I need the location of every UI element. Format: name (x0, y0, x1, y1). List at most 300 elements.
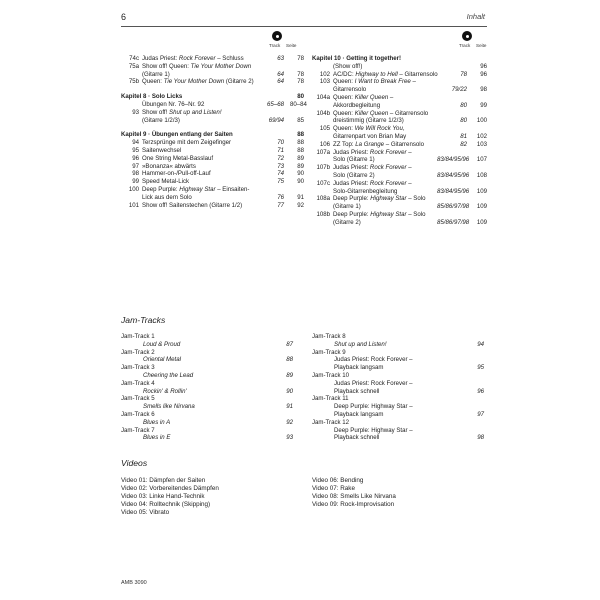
title-part: Gitarrensolo (333, 86, 367, 94)
song-title: Highway to Hell (355, 70, 398, 78)
toc-entry (121, 147, 304, 155)
title-part: Judas Priest: (333, 148, 370, 156)
page-ref: 94 (477, 340, 484, 348)
page-number: 6 (121, 12, 127, 22)
track-number: 64 (277, 70, 284, 78)
entry-title (333, 63, 362, 71)
entry-title (333, 156, 375, 164)
spacer (121, 86, 304, 93)
toc-entry (312, 125, 487, 133)
entry-number: 106 (319, 140, 330, 148)
jam-track-entry (312, 372, 488, 380)
entry-number: 107a (316, 148, 330, 156)
title-part: – Solo (406, 195, 426, 203)
entry-title (333, 110, 428, 118)
toc-entry (121, 109, 304, 117)
title-part: (Gitarre 1/2/3) (142, 116, 180, 124)
header-rule (121, 26, 487, 27)
toc-page (111, 0, 493, 600)
entry-title (333, 125, 405, 133)
page-ref: 78 (297, 55, 304, 62)
jam-track-entry (312, 333, 488, 341)
entry-number: 93 (132, 108, 139, 116)
jam-track-entry (121, 434, 297, 442)
title-part: Queen: (142, 78, 164, 86)
entry-title (142, 186, 249, 194)
page-ref: 89 (286, 371, 293, 379)
track-number: 85/86/97/98 (437, 203, 470, 211)
toc-right-column (312, 55, 487, 227)
jam-track-entry (312, 388, 488, 396)
toc-entry (121, 131, 304, 139)
toc-entry (121, 55, 304, 63)
entry-title (142, 139, 231, 147)
entry-number: 75b (128, 78, 139, 86)
jam-track-name: Jam-Track 4 (121, 379, 155, 387)
song-title: We Will Rock You (354, 125, 403, 133)
toc-entry (312, 180, 487, 188)
page-ref: 103 (476, 140, 487, 148)
title-part: – (406, 164, 412, 172)
entry-title (142, 163, 196, 171)
jam-track-title: Blues in A (143, 418, 171, 426)
track-number: 80 (460, 117, 467, 125)
jam-track-name: Jam-Track 11 (312, 395, 349, 403)
jam-track-title: Smells like Nirvana (143, 403, 195, 411)
entry-title (333, 86, 366, 94)
track-number: 78 (460, 70, 467, 78)
entry-title (142, 63, 251, 71)
toc-entry (312, 55, 487, 63)
track-number: 64 (277, 78, 284, 86)
song-title: I Want to Break Free (354, 78, 411, 86)
title-part: Queen: (333, 78, 355, 86)
page-ref: 99 (480, 101, 487, 109)
track-number: 69/94 (268, 116, 284, 124)
entry-number: 100 (128, 185, 139, 193)
track-col-header: Track (459, 43, 471, 48)
jam-track-entry (312, 380, 488, 388)
song-title: Killer Queen (354, 93, 389, 101)
page-ref: 85 (297, 116, 304, 124)
jam-track-entry (312, 341, 488, 349)
jam-track-entry (121, 372, 297, 380)
toc-entry (312, 133, 487, 141)
jam-track-entry (121, 349, 297, 357)
entry-number: 96 (132, 154, 139, 162)
jam-track-entry (312, 434, 488, 442)
entry-title (333, 195, 426, 203)
title-part: dreistimmig (Gitarre 1/2/3) (333, 117, 404, 125)
jam-track-name: Jam-Track 12 (312, 418, 350, 426)
seite-col-header: Seite (286, 43, 297, 48)
jam-track-name: Jam-Track 2 (121, 348, 155, 356)
song-title: Highway Star (179, 185, 216, 193)
jam-track-entry (312, 395, 488, 403)
jam-track-name: Jam-Track 9 (312, 348, 346, 356)
jam-tracks-title: Jam-Tracks (121, 315, 166, 325)
entry-number: 74c (129, 55, 139, 62)
seite-col-header: Seite (476, 43, 487, 48)
entry-title (333, 172, 375, 180)
title-part: Hammer-on-/Pull-off-Lauf (142, 170, 211, 178)
jam-track-entry (121, 356, 297, 364)
track-number: 71 (277, 146, 284, 154)
page-ref: 108 (476, 171, 487, 179)
toc-entry (312, 117, 487, 125)
title-part: Solo (Gitarre 2) (333, 171, 375, 179)
page-ref: 88 (297, 131, 304, 139)
track-number: 74 (277, 170, 284, 178)
jam-track-title: Rockin' & Rollin' (143, 387, 187, 395)
title-part: Queen: (333, 93, 355, 101)
track-number: 73 (277, 162, 284, 170)
jam-track-title: Blues in E (143, 434, 171, 442)
video-entry: Video 08: Smells Like Nirvana (312, 493, 396, 500)
toc-entry (121, 100, 307, 109)
track-number: 85/86/97/98 (437, 218, 470, 226)
track-number: 83/84/95/96 (437, 171, 470, 179)
title-part: Queen: (333, 125, 355, 133)
jam-track-title: Oriental Metal (143, 356, 181, 364)
jam-track-entry (121, 403, 297, 411)
toc-entry (121, 78, 304, 86)
page-ref: 109 (476, 203, 487, 211)
toc-entry (312, 78, 487, 86)
track-number: 82 (460, 140, 467, 148)
track-number: 81 (460, 132, 467, 140)
jam-track-title: Deep Purple: Highway Star – (334, 426, 413, 434)
page-ref: 87 (286, 340, 293, 348)
page-ref: 109 (476, 187, 487, 195)
video-entry: Video 07: Rake (312, 485, 355, 492)
jam-track-entry (312, 411, 488, 419)
title-part: Show off! Saitenstechen (Gitarre 1/2) (142, 201, 243, 209)
jam-track-entry (121, 333, 297, 341)
song-title: Highway Star (370, 195, 407, 203)
toc-entry (312, 110, 487, 118)
title-part: Saitenwechsel (142, 146, 182, 154)
page-ref: 95 (477, 364, 484, 372)
page-ref: 96 (477, 387, 484, 395)
title-part: One String Metal-Basslauf (142, 154, 214, 162)
toc-entry (312, 94, 487, 102)
jam-track-entry (121, 341, 297, 349)
track-number: 83/84/95/96 (437, 156, 470, 164)
jam-track-entry (121, 419, 297, 427)
page-ref: 96 (480, 62, 487, 70)
title-part: Deep Purple: (142, 185, 180, 193)
title-part: Speed Metal-Lick (142, 178, 190, 186)
title-part: Solo-Gitarrenbegleitung (333, 187, 398, 195)
title-part: – Schluss (215, 55, 244, 62)
page-ref: 92 (286, 418, 293, 426)
title-part: – Solo (406, 210, 426, 218)
title-part: – Einsaiten- (215, 185, 250, 193)
page-ref: 89 (297, 154, 304, 162)
song-title: Rock Forever (369, 179, 407, 187)
jam-track-entry (121, 364, 297, 372)
toc-entry (312, 156, 487, 164)
videos-title: Videos (121, 458, 148, 468)
entry-title (333, 102, 380, 110)
entry-title (333, 141, 424, 149)
toc-entry (312, 86, 487, 94)
video-entry: Video 02: Vorbereitendes Dämpfen (121, 485, 219, 492)
page-ref: 90 (297, 178, 304, 186)
jam-track-name: Jam-Track 5 (121, 395, 155, 403)
entry-title (333, 203, 361, 211)
jam-track-entry (121, 411, 297, 419)
jam-track-title: Deep Purple: Highway Star – (334, 403, 413, 411)
title-part: Akkordbegleitung (333, 101, 381, 109)
entry-number: 101 (128, 201, 139, 209)
toc-entry (312, 141, 487, 149)
title-part: – (406, 179, 412, 187)
song-title: Tie Your Mother Down (163, 78, 225, 86)
jam-track-entry (312, 419, 488, 427)
toc-entry (312, 63, 487, 71)
entry-title (142, 117, 180, 125)
track-number: 77 (277, 201, 284, 209)
title-part: – Gitarrensolo (397, 70, 438, 78)
toc-entry (121, 93, 304, 101)
entry-number: 75a (128, 62, 139, 70)
toc-entry (121, 117, 304, 125)
page-ref: 98 (480, 86, 487, 94)
entry-title (333, 219, 361, 227)
jam-track-title: Loud & Proud (143, 340, 181, 348)
title-part: (Gitarre 2) (333, 218, 361, 226)
jam-track-title: Cheering the Lead (143, 371, 194, 379)
jam-track-name: Jam-Track 1 (121, 333, 155, 340)
videos-right-list (312, 477, 396, 509)
toc-entry (121, 63, 304, 71)
track-col-header: Track (269, 43, 281, 48)
toc-entry (121, 163, 304, 171)
page-ref: 109 (476, 218, 487, 226)
jam-track-entry (121, 380, 297, 388)
jam-track-title: Judas Priest: Rock Forever – (334, 356, 413, 364)
cd-icon (462, 31, 472, 41)
entry-title (333, 117, 404, 125)
toc-entry (121, 155, 304, 163)
title-part: AC/DC: (333, 70, 356, 78)
jam-track-entry (312, 349, 488, 357)
jam-left-list (121, 333, 297, 442)
entry-number: 107b (316, 164, 330, 172)
title-part: – (410, 78, 416, 86)
title-part: ZZ Top: (333, 140, 356, 148)
toc-entry (121, 194, 304, 202)
entry-number: 105 (319, 125, 330, 133)
toc-entry (312, 102, 487, 110)
entry-title (142, 55, 244, 63)
jam-track-name: Jam-Track 10 (312, 371, 350, 379)
jam-track-entry (312, 427, 488, 435)
page-ref: 91 (297, 193, 304, 201)
video-entry: Video 09: Rock-Improvisation (312, 501, 395, 508)
toc-entry (121, 170, 304, 178)
page-ref: 92 (297, 201, 304, 209)
title-part: (Gitarre 2) (224, 78, 254, 86)
page-ref: 80–84 (290, 100, 307, 108)
title-part: Judas Priest: (333, 179, 370, 187)
entry-title (142, 109, 222, 117)
entry-title (142, 155, 213, 163)
title-part: – Gitarrensolo (388, 109, 429, 117)
entry-number: 94 (132, 139, 139, 147)
entry-title (333, 149, 412, 157)
entry-number: 97 (132, 162, 139, 170)
entry-title (142, 101, 204, 109)
jam-track-title: Shut up and Listen! (334, 340, 387, 348)
jam-track-title: Playback langsam (334, 410, 384, 418)
track-number: 76 (277, 193, 284, 201)
entry-number: 103 (319, 78, 330, 86)
toc-entry (312, 164, 487, 172)
cd-icon (272, 31, 282, 41)
page-ref: 96 (480, 70, 487, 78)
page-ref: 90 (297, 170, 304, 178)
spacer (121, 124, 304, 131)
jam-right-list (312, 333, 488, 442)
toc-entry (312, 195, 487, 203)
entry-number: 95 (132, 146, 139, 154)
title-part: Solo (Gitarre 1) (333, 156, 375, 164)
track-number: 63 (277, 55, 284, 62)
page-ref: 88 (297, 139, 304, 147)
page-ref: 100 (476, 117, 487, 125)
toc-entry (312, 219, 487, 227)
title-part: (Show off!) (333, 62, 363, 70)
jam-track-entry (312, 364, 488, 372)
title-part: (Gitarre 1) (333, 203, 361, 211)
toc-entry (121, 178, 304, 186)
track-number: 75 (277, 178, 284, 186)
jam-track-title: Playback schnell (334, 387, 380, 395)
title-part: Terzsprünge mit dem Zeigefinger (142, 139, 232, 147)
page-ref: 88 (297, 146, 304, 154)
song-title: Tie Your Mother Down (190, 62, 252, 70)
jam-track-name: Jam-Track 6 (121, 410, 155, 418)
page-ref: 88 (286, 356, 293, 364)
title-part: Judas Priest: (333, 164, 370, 172)
page-ref: 78 (297, 78, 304, 86)
video-entry: Video 01: Dämpfen der Saiten (121, 477, 206, 484)
page-ref: 91 (286, 403, 293, 411)
page-ref: 102 (476, 132, 487, 140)
toc-entry (312, 149, 487, 157)
entry-number: 99 (132, 178, 139, 186)
track-number: 79/22 (451, 86, 467, 94)
chapter-heading: Kapitel 10 · Getting it together! (312, 55, 402, 62)
track-number: 83/84/95/96 (437, 187, 470, 195)
footer-code: AMB 3090 (121, 580, 147, 586)
entry-title (333, 71, 438, 79)
title-part: Queen: (333, 109, 355, 117)
song-title: Rock Forever (369, 164, 407, 172)
toc-entry (312, 71, 487, 79)
entry-title (333, 211, 426, 219)
jam-track-title: Playback langsam (334, 364, 384, 372)
track-number: 65–68 (267, 100, 284, 108)
jam-track-title: Playback schnell (334, 434, 380, 442)
entry-number: 104b (316, 109, 330, 117)
entry-title (333, 94, 393, 102)
toc-entry (121, 71, 304, 79)
entry-title (142, 147, 181, 155)
song-title: Rock Forever (178, 55, 216, 62)
page-ref: 98 (477, 434, 484, 442)
video-entry: Video 05: Vibrato (121, 509, 170, 516)
entry-number: 107c (316, 179, 330, 187)
entry-title (142, 170, 211, 178)
track-number: 70 (277, 139, 284, 147)
title-part: Show off! Queen: (142, 62, 191, 70)
title-part: Show off! (142, 108, 169, 116)
chapter-heading: Kapitel 9 · Übungen entlang der Saiten (121, 131, 233, 139)
entry-number: 98 (132, 170, 139, 178)
section-label: Inhalt (466, 12, 485, 21)
jam-track-entry (121, 388, 297, 396)
jam-track-name: Jam-Track 3 (121, 364, 155, 372)
toc-entry (312, 172, 487, 180)
song-title: Shut up and Listen! (169, 108, 222, 116)
track-number: 72 (277, 154, 284, 162)
title-part: , (402, 125, 405, 133)
title-part: Lick aus dem Solo (142, 193, 192, 201)
toc-entry (312, 211, 487, 219)
toc-left-column (121, 55, 307, 209)
song-title: Rock Forever (369, 148, 407, 156)
title-part: Deep Purple: (333, 210, 371, 218)
page-ref: 107 (476, 156, 487, 164)
title-part: – Gitarrensolo (384, 140, 425, 148)
title-part: »Bonanza« abwärts (142, 162, 196, 170)
videos-left-list (121, 477, 219, 517)
title-part: Gitarrenpart von Brian May (333, 132, 407, 140)
entry-number: 108a (316, 195, 330, 203)
page-ref: 80 (297, 93, 304, 101)
entry-title (142, 202, 242, 210)
page-ref: 90 (286, 387, 293, 395)
entry-title (142, 194, 192, 202)
title-part: (Gitarre 1) (142, 70, 170, 78)
entry-title (333, 133, 406, 141)
jam-track-title: Judas Priest: Rock Forever – (334, 379, 413, 387)
entry-title (142, 71, 170, 79)
title-part: Übungen Nr. 76–Nr. 92 (142, 100, 205, 108)
page-ref: 93 (286, 434, 293, 442)
page-ref: 78 (297, 70, 304, 78)
video-entry: Video 04: Rolltechnik (Skipping) (121, 501, 211, 508)
entry-number: 102 (319, 70, 330, 78)
page-ref: 89 (297, 162, 304, 170)
jam-track-entry (312, 356, 488, 364)
chapter-heading: Kapitel 8 · Solo Licks (121, 93, 183, 101)
jam-track-name: Jam-Track 8 (312, 333, 346, 340)
video-entry: Video 03: Linke Hand-Technik (121, 493, 205, 500)
title-part: – (388, 93, 394, 101)
track-number: 80 (460, 101, 467, 109)
entry-title (333, 180, 412, 188)
jam-track-entry (121, 427, 297, 435)
jam-track-name: Jam-Track 7 (121, 426, 155, 434)
entry-title (142, 178, 189, 186)
toc-entry (312, 203, 487, 211)
title-part: Judas Priest: (142, 55, 179, 62)
